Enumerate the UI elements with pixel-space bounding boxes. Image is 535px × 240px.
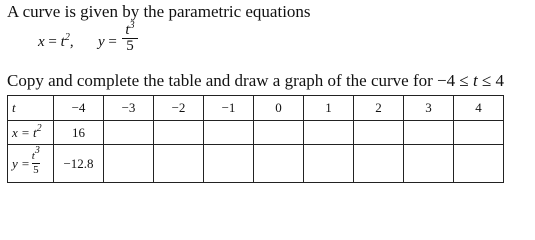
t-value-cell: −2 xyxy=(154,96,204,121)
row-label-x xyxy=(8,121,54,145)
inequality-sign-1: ≤ xyxy=(459,71,469,90)
table-row-y xyxy=(8,145,504,183)
row-label-y xyxy=(8,145,54,183)
t-value-cell: 4 xyxy=(454,96,504,121)
y-fraction xyxy=(122,20,138,54)
y-value-cell xyxy=(304,145,354,183)
x-value-cell xyxy=(254,121,304,145)
t-value-cell: −3 xyxy=(104,96,154,121)
row-label-y-lhs: y = xyxy=(12,155,30,171)
y-value-cell xyxy=(104,145,154,183)
y-variable: y xyxy=(98,34,105,50)
x-variable: x xyxy=(38,34,45,50)
x-value-cell xyxy=(154,121,204,145)
table-row-x xyxy=(8,121,504,145)
row-label-y-numerator xyxy=(31,145,40,162)
y-value-cell xyxy=(354,145,404,183)
equation-x xyxy=(38,32,74,52)
y-fraction-numerator xyxy=(122,20,138,38)
row-label-y-num-exp: 3 xyxy=(34,145,40,156)
t-value-cell: −1 xyxy=(204,96,254,121)
instruction-text: Copy and complete the table and draw a graph of the curve for −4 xyxy=(7,71,456,90)
instruction-end-value: 4 xyxy=(495,71,505,90)
t-value-cell: −4 xyxy=(54,96,104,121)
x-exponent: 2 xyxy=(64,32,70,43)
x-value-cell xyxy=(304,121,354,145)
row-label-y-num-base: t xyxy=(31,150,35,162)
x-value-cell xyxy=(204,121,254,145)
inequality-sign-2: ≤ xyxy=(481,71,492,90)
y-exponent: 3 xyxy=(129,20,135,31)
x-value-cell xyxy=(454,121,504,145)
row-label-x-base: t xyxy=(33,124,37,140)
question-intro: A curve is given by the parametric equations xyxy=(7,2,311,21)
equation-y xyxy=(98,32,117,52)
t-value-cell: 3 xyxy=(404,96,454,121)
x-value-cell: 16 xyxy=(54,121,104,145)
y-value-cell xyxy=(254,145,304,183)
row-label-x-exp: 2 xyxy=(36,122,42,134)
y-value-cell xyxy=(454,145,504,183)
comma: , xyxy=(69,34,74,50)
y-value-cell xyxy=(154,145,204,183)
y-value-cell xyxy=(404,145,454,183)
x-value-cell xyxy=(404,121,454,145)
values-table xyxy=(7,95,504,183)
y-value-cell: −12.8 xyxy=(54,145,104,183)
y-value-cell xyxy=(204,145,254,183)
row-label-t: t xyxy=(8,96,54,121)
row-label-y-fraction xyxy=(31,145,40,176)
question-instruction xyxy=(7,71,504,91)
x-value-cell xyxy=(354,121,404,145)
x-value-cell xyxy=(104,121,154,145)
table-row-t xyxy=(8,96,504,121)
equals-sign: = xyxy=(48,34,57,50)
y-fraction-denominator: 5 xyxy=(126,38,134,54)
t-variable: t xyxy=(125,22,130,38)
row-label-y-text xyxy=(12,145,40,176)
row-label-x-lhs: x = xyxy=(12,124,30,140)
t-value-cell: 0 xyxy=(254,96,304,121)
t-variable: t xyxy=(60,34,65,50)
equals-sign: = xyxy=(108,34,117,50)
instruction-variable: t xyxy=(472,71,478,90)
row-label-x-text xyxy=(12,122,42,141)
t-value-cell: 1 xyxy=(304,96,354,121)
row-label-y-denominator: 5 xyxy=(33,164,39,176)
t-value-cell: 2 xyxy=(354,96,404,121)
